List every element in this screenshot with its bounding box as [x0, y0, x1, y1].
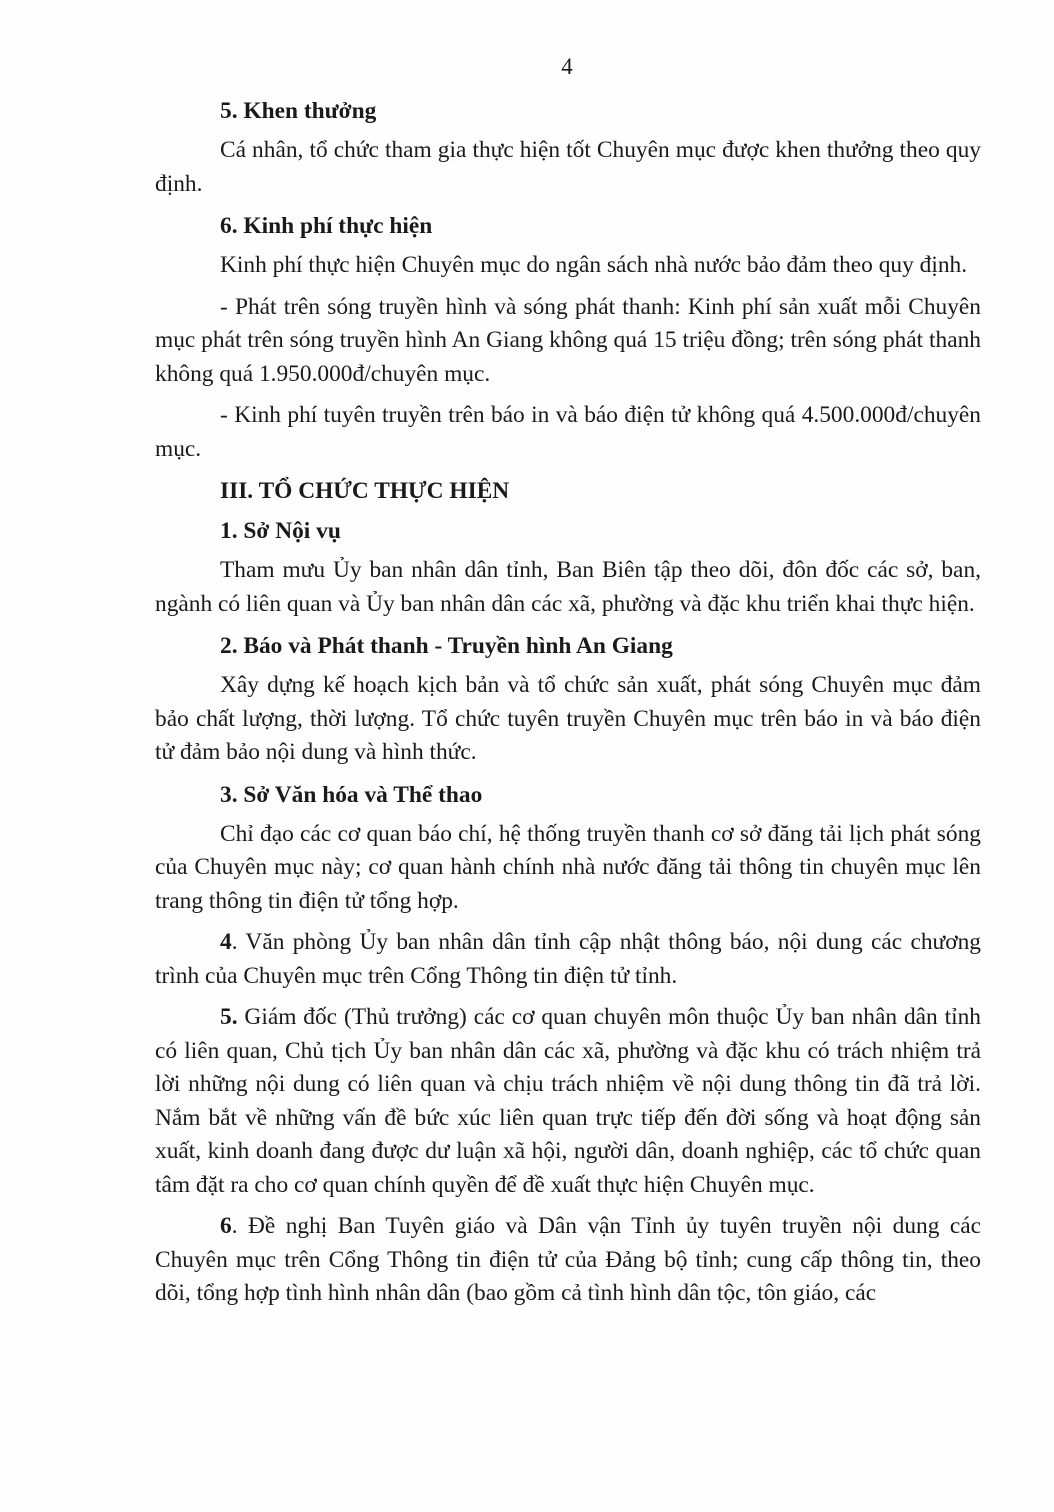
page-number: 4	[561, 54, 573, 79]
heading-kinh-phi: 6. Kinh phí thực hiện	[220, 213, 433, 239]
heading-so-noi-vu: 1. Sở Nội vụ	[220, 518, 341, 544]
paragraph-van-phong-ubnd	[155, 926, 981, 993]
paragraph-bao-phat-thanh: Xây dựng kế hoạch kịch bản và tổ chức sản xuất, phát sóng Chuyên mục đảm bảo chất lượng, thời lượng. Tổ chức tuyên truyền Chuyên mục trên báo in và báo điện tử đảm bảo nội dung và hình thức.	[155, 672, 981, 765]
item-number: 6	[220, 1213, 232, 1239]
heading-to-chuc-thuc-hien: III. TỔ CHỨC THỰC HIỆN	[220, 478, 510, 504]
paragraph-giam-doc	[155, 1001, 981, 1202]
paragraph-khen-thuong: Cá nhân, tổ chức tham gia thực hiện tốt Chuyên mục được khen thưởng theo quy định.	[155, 137, 981, 197]
heading-bao-phat-thanh: 2. Báo và Phát thanh - Truyền hình An Giang	[220, 633, 673, 659]
paragraph-kinh-phi-phat-song: - Phát trên sóng truyền hình và sóng phát thanh: Kinh phí sản xuất mỗi Chuyên mục phát trên sóng truyền hình An Giang không quá 15 triệu đồng; trên sóng phát thanh không quá 1.950.000đ/chuyên mục.	[155, 293, 981, 387]
paragraph-kinh-phi-bao: - Kinh phí tuyên truyền trên báo in và báo điện tử không quá 4.500.000đ/chuyên mục.	[155, 402, 981, 462]
paragraph-text: . Văn phòng Ủy ban nhân dân tỉnh cập nhật thông báo, nội dung các chương trình của Chuyên mục trên Cổng Thông tin điện tử tỉnh.	[155, 929, 981, 989]
paragraph-text: . Đề nghị Ban Tuyên giáo và Dân vận Tỉnh ủy tuyên truyền nội dung các Chuyên mục trên Cổng Thông tin điện tử của Đảng bộ tỉnh; cung cấp thông tin, theo dõi, tổng hợp tình hình nhân dân (bao gồm cả tình hình dân tộc, tôn giáo, các	[155, 1213, 981, 1306]
paragraph-so-van-hoa: Chỉ đạo các cơ quan báo chí, hệ thống truyền thanh cơ sở đăng tải lịch phát sóng của Chuyên mục này; cơ quan hành chính nhà nước đăng tải thông tin chuyên mục lên trang thông tin điện tử tổng hợp.	[155, 820, 981, 914]
paragraph-ban-tuyen-giao	[155, 1210, 981, 1311]
item-number: 4	[220, 929, 232, 955]
paragraph-kinh-phi: Kinh phí thực hiện Chuyên mục do ngân sách nhà nước bảo đảm theo quy định.	[220, 252, 968, 278]
paragraph-so-noi-vu: Tham mưu Ủy ban nhân dân tỉnh, Ban Biên tập theo dõi, đôn đốc các sở, ban, ngành có liên quan và Ủy ban nhân dân các xã, phường và đặc khu triển khai thực hiện.	[155, 557, 981, 617]
item-number: 5.	[220, 1004, 238, 1030]
heading-so-van-hoa: 3. Sở Văn hóa và Thể thao	[220, 781, 483, 808]
document-body	[155, 94, 981, 1319]
heading-khen-thuong: 5. Khen thưởng	[220, 98, 377, 124]
paragraph-text: Giám đốc (Thủ trưởng) các cơ quan chuyên môn thuộc Ủy ban nhân dân tỉnh có liên quan, Chủ tịch Ủy ban nhân dân các xã, phường và đặc khu có trách nhiệm trả lời những nội dung có liên quan và chịu trách nhiệm về nội dung thông tin đã trả lời. Nắm bắt về những vấn đề bức xúc liên quan trực tiếp đến đời sống và hoạt động sản xuất, kinh doanh đang được dư luận xã hội, người dân, doanh nghiệp, các tổ chức quan tâm đặt ra cho cơ quan chính quyền để đề xuất thực hiện Chuyên mục.	[155, 1004, 981, 1198]
